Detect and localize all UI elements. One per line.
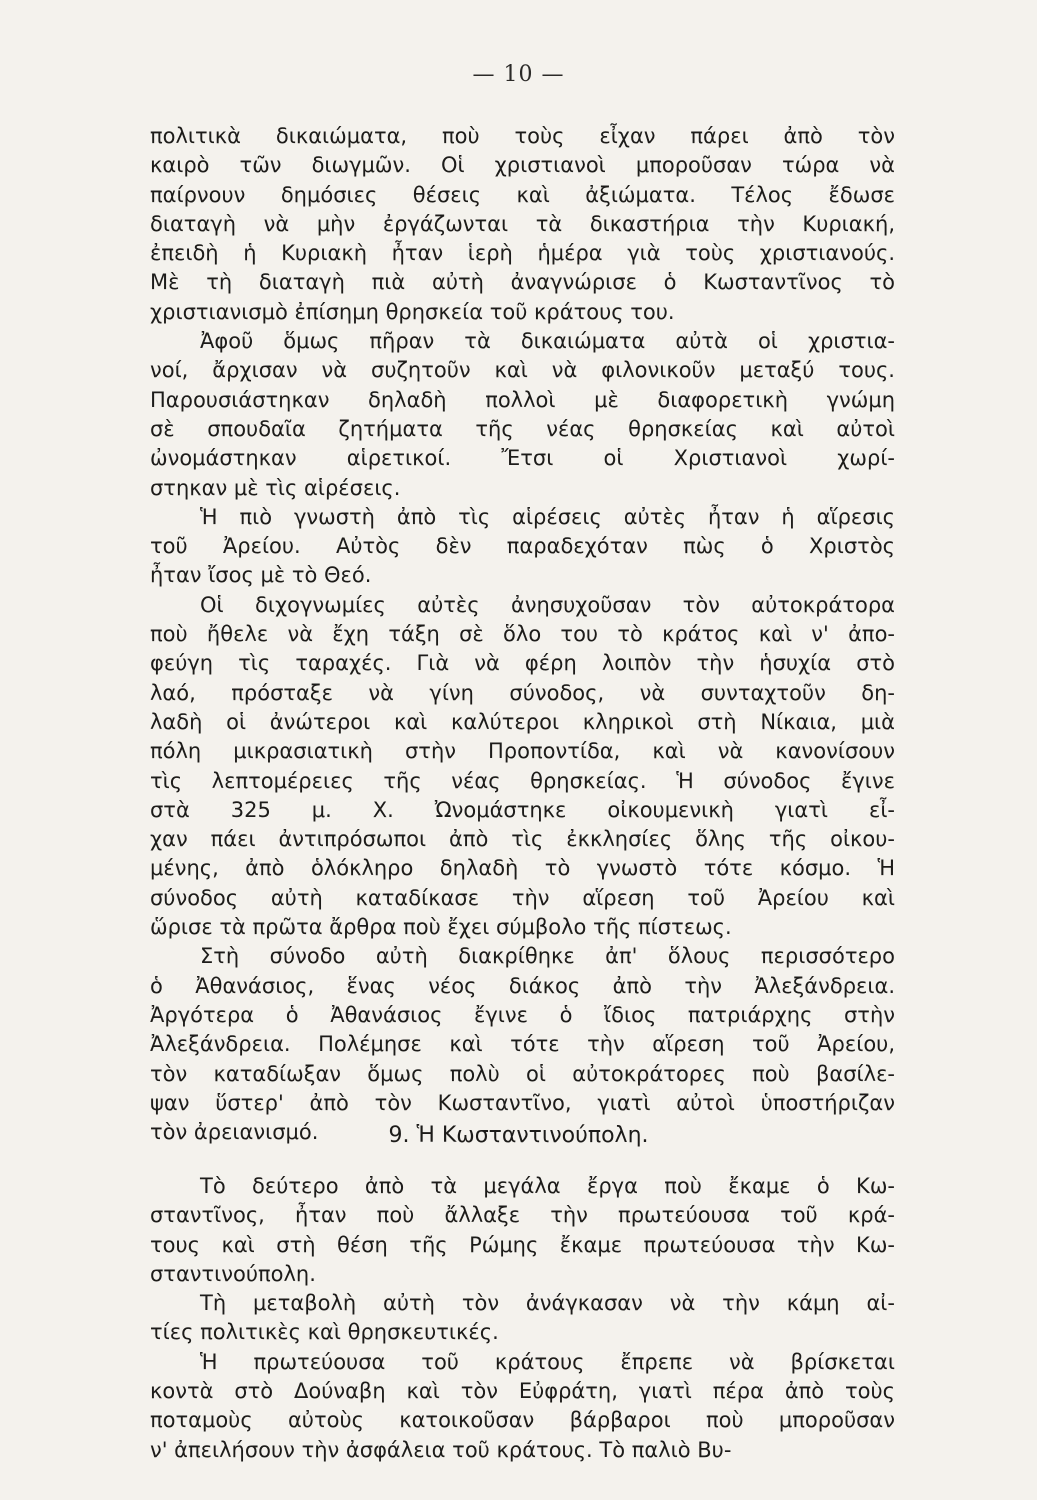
text-line: τὸν ἀρειανισμό. [150,1120,319,1145]
text-line: διαταγὴ νὰ μὴν ἐργάζωνται τὰ δικαστήρια τὴν Κυριακή, [150,211,895,236]
text-line: παίρνουν δημόσιες θέσεις καὶ ἀξιώματα. Τέλος ἔδωσε [150,182,895,207]
text-line: πολιτικὰ δικαιώματα, ποὺ τοὺς εἶχαν πάρει ἀπὸ τὸν [150,124,895,148]
text-line: τοῦ Ἀρείου. Αὐτὸς δὲν παραδεχόταν πὼς ὁ Χριστὸς [150,534,895,559]
text-line: πόλη μικρασιατικὴ στὴν Προποντίδα, καὶ νὰ κανονίσουν [150,739,895,764]
text-line: ποταμοὺς αὐτοὺς κατοικοῦσαν βάρβαροι ποὺ μποροῦσαν [150,1408,895,1433]
text-line: σύνοδος αὐτὴ καταδίκασε τὴν αἵρεση τοῦ Ἀρείου καὶ [150,885,895,910]
text-line: Μὲ τὴ διαταγὴ πιὰ αὐτὴ ἀναγνώρισε ὁ Κωσταντῖνος τὸ [150,270,895,295]
text-line: κοντὰ στὸ Δούναβη καὶ τὸν Εὐφράτη, γιατὶ πέρα ἀπὸ τοὺς [150,1379,895,1404]
text-line: χριστιανισμὸ ἐπίσημη θρησκεία τοῦ κράτους του. [150,299,675,324]
text-line: Ἀφοῦ ὅμως πῆραν τὰ δικαιώματα αὐτὰ οἱ χριστια- [200,329,895,354]
text-line: σταντινούπολη. [150,1261,316,1286]
text-line: τους καὶ στὴ θέση τῆς Ρώμης ἔκαμε πρωτεύουσα τὴν Κω- [150,1232,895,1257]
text-line: Τὴ μεταβολὴ αὐτὴ τὸν ἀνάγκασαν νὰ τὴν κάμη αἰ- [200,1291,895,1316]
text-line: Παρουσιάστηκαν δηλαδὴ πολλοὶ μὲ διαφορετικὴ γνώμη [150,387,895,412]
text-line: καιρὸ τῶν διωγμῶν. Οἱ χριστιανοὶ μποροῦσαν τώρα νὰ [150,153,895,178]
text-line: Στὴ σύνοδο αὐτὴ διακρίθηκε ἀπ' ὅλους περισσότερο [200,944,895,969]
text-line: νοί, ἄρχισαν νὰ συζητοῦν καὶ νὰ φιλονικοῦν μεταξύ τους. [150,358,895,383]
text-line: λαδὴ οἱ ἀνώτεροι καὶ καλύτεροι κληρικοὶ στὴ Νίκαια, μιὰ [150,709,895,734]
text-line: Ἀλεξάνδρεια. Πολέμησε καὶ τότε τὴν αἵρεση τοῦ Ἀρείου, [150,1032,895,1057]
text-line: σὲ σπουδαῖα ζητήματα τῆς νέας θρησκείας καὶ αὐτοὶ [150,416,895,441]
text-line: χαν πάει ἀντιπρόσωποι ἀπὸ τὶς ἐκκλησίες ὅλης τῆς οἰκου- [150,827,895,852]
text-line: φεύγη τὶς ταραχές. Γιὰ νὰ φέρη λοιπὸν τὴν ἡσυχία στὸ [150,651,895,676]
text-line: μένης, ἀπὸ ὁλόκληρο δηλαδὴ τὸ γνωστὸ τότε κόσμο. Ἡ [150,856,895,881]
text-line: ψαν ὕστερ' ἀπὸ τὸν Κωσταντῖνο, γιατὶ αὐτοὶ ὑποστήριζαν [150,1090,895,1115]
text-line: ἐπειδὴ ἡ Κυριακὴ ἦταν ἱερὴ ἡμέρα γιὰ τοὺς χριστιανούς. [150,241,895,266]
text-line: σταντῖνος, ἦταν ποὺ ἄλλαξε τὴν πρωτεύουσα τοῦ κρά- [150,1203,895,1228]
text-line: στὰ 325 μ. Χ. Ὠνομάστηκε οἰκουμενικὴ γιατὶ εἶ- [150,797,895,822]
text-line: Ἡ πιὸ γνωστὴ ἀπὸ τὶς αἱρέσεις αὐτὲς ἦταν ἡ αἵρεσις [200,504,895,529]
body-text-bottom [150,1172,895,1465]
text-line: ν' ἀπειλήσουν τὴν ἀσφάλεια τοῦ κράτους. Τὸ παλιὸ Βυ- [150,1437,732,1462]
text-line: στηκαν μὲ τὶς αἱρέσεις. [150,475,401,500]
text-line: τὶς λεπτομέρειες τῆς νέας θρησκείας. Ἡ σύνοδος ἔγινε [150,768,895,793]
text-line: τὸν καταδίωξαν ὅμως πολὺ οἱ αὐτοκράτορες ποὺ βασίλε- [150,1061,895,1086]
text-line: ποὺ ἤθελε νὰ ἔχη τάξη σὲ ὅλο του τὸ κράτος καὶ ν' ἀπο- [150,622,895,647]
text-line: ὁ Ἀθανάσιος, ἕνας νέος διάκος ἀπὸ τὴν Ἀλεξάνδρεια. [150,973,895,998]
text-line: Ἀργότερα ὁ Ἀθανάσιος ἔγινε ὁ ἴδιος πατριάρχης στὴν [150,1002,895,1027]
text-line: λαό, πρόσταξε νὰ γίνη σύνοδος, νὰ συνταχτοῦν δη- [150,680,895,705]
page-number: — 10 — [472,62,565,87]
text-line: ἦταν ἴσος μὲ τὸ Θεό. [150,563,372,588]
text-line: Ἡ πρωτεύουσα τοῦ κράτους ἔπρεπε νὰ βρίσκεται [200,1349,895,1374]
text-line: Τὸ δεύτερο ἀπὸ τὰ μεγάλα ἔργα ποὺ ἔκαμε ὁ Κω- [200,1174,895,1198]
text-line: τίες πολιτικὲς καὶ θρησκευτικές. [150,1320,499,1345]
text-line: Οἱ διχογνωμίες αὐτὲς ἀνησυχοῦσαν τὸν αὐτοκράτορα [200,592,895,617]
text-line: ὥρισε τὰ πρῶτα ἄρθρα ποὺ ἔχει σύμβολο τῆς πίστεως. [150,915,732,940]
text-line: ὠνομάστηκαν αἱρετικοί. Ἔτσι οἱ Χριστιανοὶ χωρί- [150,446,895,471]
section-heading: 9. Ἡ Κωσταντινούπολη. [388,1123,649,1148]
body-text-top [150,122,895,1147]
